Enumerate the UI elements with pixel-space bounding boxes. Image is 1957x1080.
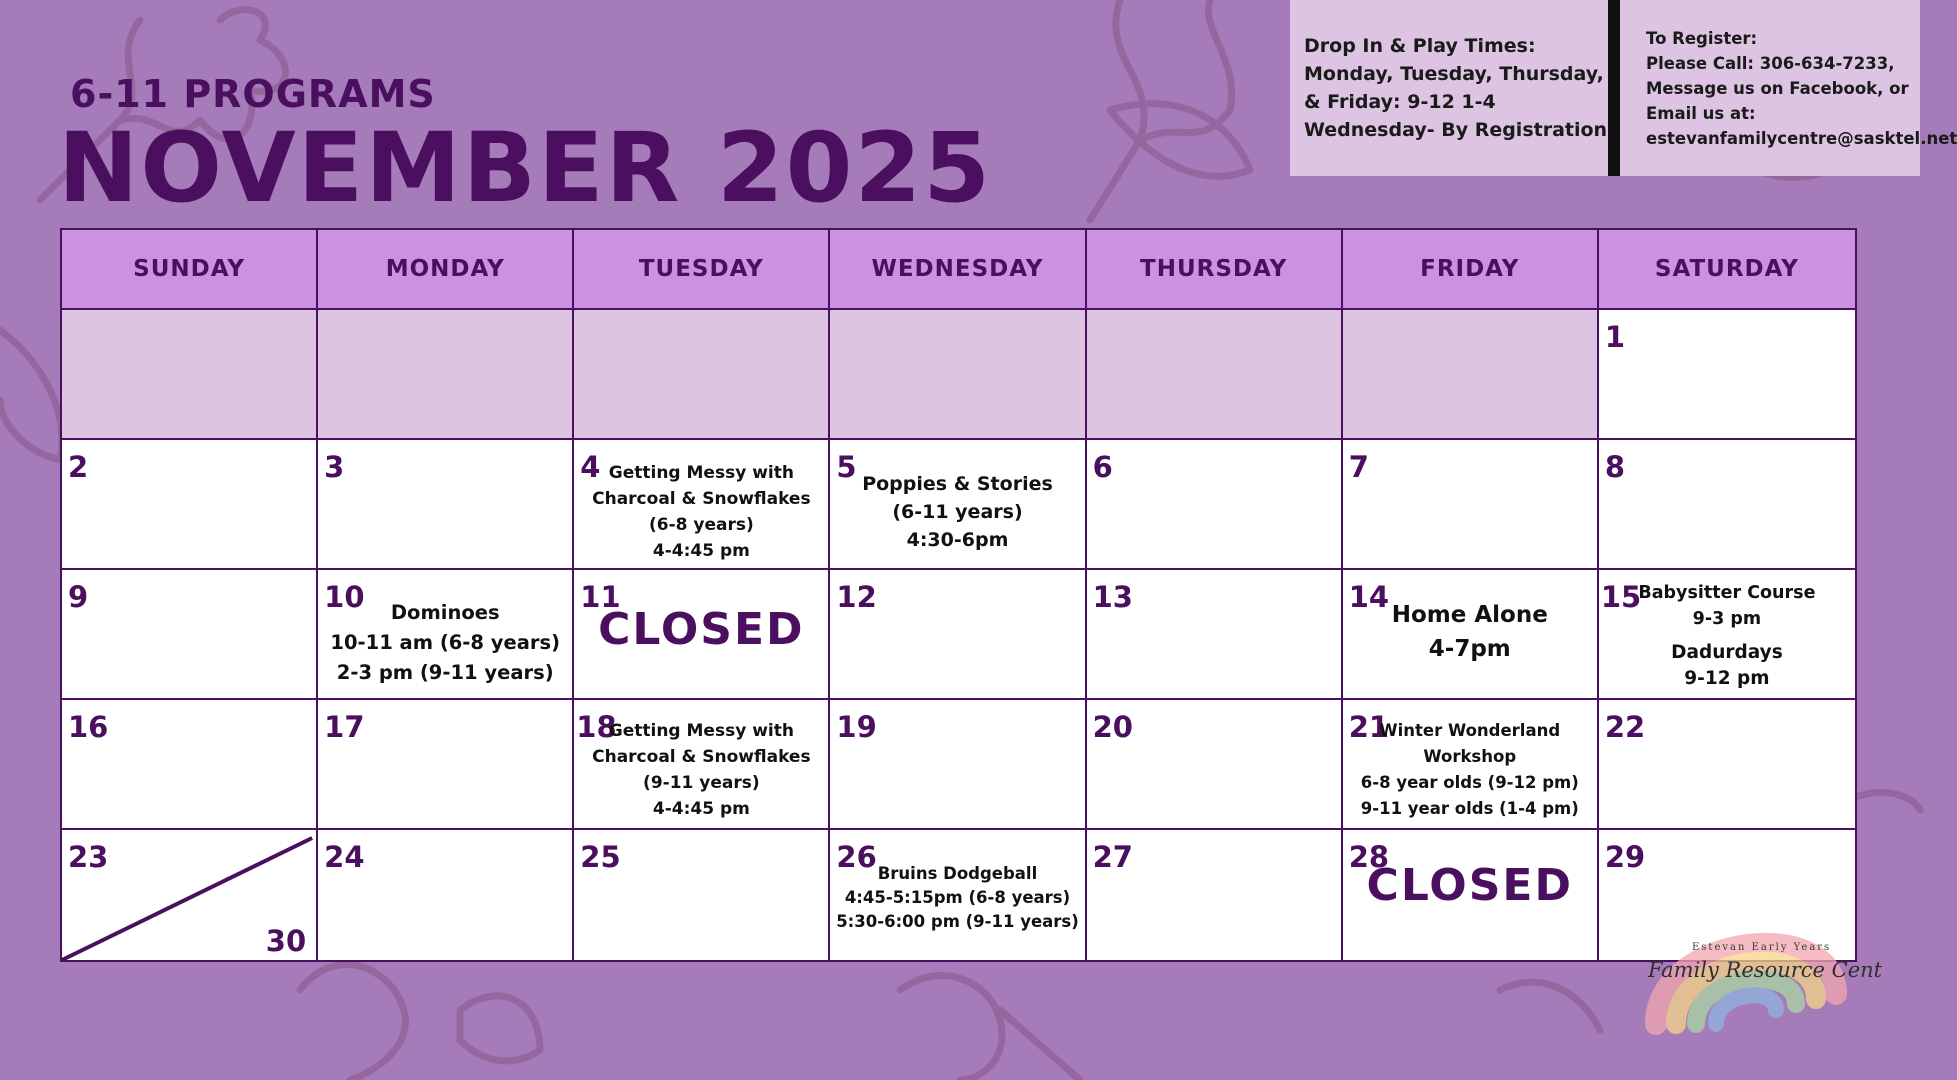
day-number: 30 <box>265 924 307 958</box>
weekday-header-sunday: SUNDAY <box>62 230 318 310</box>
day-number: 5 <box>836 450 857 484</box>
day-number: 1 <box>1604 320 1626 354</box>
event-line: Charcoal & Snowflakes <box>592 747 811 767</box>
day-cell-nov-3 <box>318 440 574 570</box>
day-cell-nov-14 <box>1343 570 1599 700</box>
event-winter-wonderland <box>1343 718 1597 822</box>
event-line: (9-11 years) <box>643 773 760 793</box>
day-number: 29 <box>1604 840 1646 874</box>
day-number: 6 <box>1092 450 1113 484</box>
day-cell-nov-12 <box>830 570 1086 700</box>
register-line: Email us at: <box>1646 104 1756 123</box>
day-cell-nov-9 <box>62 570 318 700</box>
event-line: Poppies & Stories <box>862 473 1053 495</box>
event-line: Winter Wonderland <box>1379 721 1561 740</box>
day-number: 22 <box>1604 710 1646 744</box>
event-getting-messy <box>574 718 828 822</box>
event-line: Workshop <box>1423 747 1517 766</box>
day-cell-nov-15 <box>1599 570 1855 700</box>
weekday-header-monday: MONDAY <box>318 230 574 310</box>
day-cell-nov-10 <box>318 570 574 700</box>
day-cell-nov-8 <box>1599 440 1855 570</box>
day-number: 28 <box>1348 840 1390 874</box>
event-line: 5:30-6:00 pm (9-11 years) <box>836 912 1079 931</box>
event-dominoes <box>318 598 572 688</box>
event-line: Getting Messy with <box>608 463 794 483</box>
event-line: 4-4:45 pm <box>652 541 750 561</box>
empty-day-cell <box>1343 310 1599 440</box>
weekday-header-saturday: SATURDAY <box>1599 230 1855 310</box>
day-cell-nov-28 <box>1343 830 1599 960</box>
day-number: 12 <box>836 580 877 614</box>
day-number: 9 <box>68 580 89 614</box>
day-number: 19 <box>836 710 877 744</box>
day-cell-nov-23-30 <box>62 830 318 960</box>
day-number: 15 <box>1600 580 1642 614</box>
program-subtitle: 6-11 PROGRAMS <box>70 72 436 116</box>
day-number: 27 <box>1092 840 1133 874</box>
day-cell-nov-4 <box>574 440 830 570</box>
day-number: 3 <box>324 450 345 484</box>
logo-text: Family Resource Cent <box>1648 958 1883 982</box>
empty-day-cell <box>62 310 318 440</box>
day-cell-nov-1 <box>1599 310 1855 440</box>
day-cell-nov-27 <box>1087 830 1343 960</box>
weekday-header-wednesday: WEDNESDAY <box>830 230 1086 310</box>
event-line: Babysitter Course <box>1638 583 1816 603</box>
day-cell-nov-21 <box>1343 700 1599 830</box>
day-cell-nov-17 <box>318 700 574 830</box>
day-number: 26 <box>836 840 877 874</box>
day-cell-nov-5 <box>830 440 1086 570</box>
event-line: 4:30-6pm <box>906 529 1009 551</box>
empty-day-cell <box>830 310 1086 440</box>
event-babysitter-dadurdays <box>1599 580 1855 692</box>
event-line: 2-3 pm (9-11 years) <box>336 661 554 684</box>
event-line: (6-8 years) <box>648 515 754 535</box>
event-line: Home Alone <box>1391 602 1548 628</box>
day-number: 10 <box>324 580 365 614</box>
day-number: 23 <box>68 840 109 874</box>
event-line: 9-12 pm <box>1684 668 1770 689</box>
day-cell-nov-20 <box>1087 700 1343 830</box>
weekday-header-thursday: THURSDAY <box>1087 230 1343 310</box>
event-line: 9-3 pm <box>1692 609 1762 629</box>
register-line: Please Call: 306-634-7233, <box>1646 54 1895 73</box>
event-line: Getting Messy with <box>608 721 794 741</box>
day-number: 4 <box>580 450 601 484</box>
drop-in-line: Wednesday- By Registration <box>1304 119 1608 141</box>
registration-box <box>1620 0 1957 176</box>
info-divider <box>1608 0 1620 176</box>
event-line: 4-4:45 pm <box>652 799 750 819</box>
logo-subtext: Estevan Early Years <box>1692 942 1832 953</box>
day-cell-nov-22 <box>1599 700 1855 830</box>
drop-in-line: Monday, Tuesday, Thursday, <box>1304 63 1604 85</box>
closed-label: CLOSED <box>1366 860 1573 911</box>
event-line: Dadurdays <box>1671 642 1783 663</box>
event-line: 4-7pm <box>1428 636 1511 662</box>
day-number: 16 <box>68 710 109 744</box>
day-number: 2 <box>68 450 89 484</box>
day-cell-nov-7 <box>1343 440 1599 570</box>
day-number: 24 <box>324 840 365 874</box>
event-getting-messy <box>574 460 828 564</box>
event-line: (6-11 years) <box>892 501 1023 523</box>
event-line: 6-8 year olds (9-12 pm) <box>1360 773 1579 792</box>
family-resource-centre-logo <box>1636 884 1883 1044</box>
weekday-header-tuesday: TUESDAY <box>574 230 830 310</box>
empty-day-cell <box>1087 310 1343 440</box>
day-cell-nov-19 <box>830 700 1086 830</box>
day-number: 17 <box>324 710 365 744</box>
day-number: 21 <box>1348 710 1390 744</box>
event-line: 4:45-5:15pm (6-8 years) <box>844 888 1071 907</box>
drop-in-times-box <box>1290 0 1608 176</box>
closed-label: CLOSED <box>598 604 805 655</box>
day-number: 13 <box>1092 580 1133 614</box>
day-number: 8 <box>1604 450 1626 484</box>
empty-day-cell <box>574 310 830 440</box>
day-cell-nov-24 <box>318 830 574 960</box>
day-cell-nov-16 <box>62 700 318 830</box>
day-cell-nov-2 <box>62 440 318 570</box>
day-cell-nov-25 <box>574 830 830 960</box>
register-line: To Register: <box>1646 29 1758 48</box>
event-line: 9-11 year olds (1-4 pm) <box>1360 799 1579 818</box>
weekday-header-friday: FRIDAY <box>1343 230 1599 310</box>
calendar-grid <box>60 228 1857 962</box>
day-number: 11 <box>580 580 621 614</box>
empty-day-cell <box>318 310 574 440</box>
event-line: 10-11 am (6-8 years) <box>330 631 560 654</box>
register-line: Message us on Facebook, or <box>1646 79 1909 98</box>
event-line: Charcoal & Snowflakes <box>592 489 811 509</box>
day-number: 14 <box>1348 580 1390 614</box>
day-cell-nov-13 <box>1087 570 1343 700</box>
day-cell-nov-26 <box>830 830 1086 960</box>
event-line: Dominoes <box>390 601 500 624</box>
event-home-alone <box>1343 598 1597 666</box>
day-number: 25 <box>580 840 621 874</box>
day-number: 18 <box>576 710 617 744</box>
event-bruins-dodgeball <box>830 862 1084 934</box>
day-cell-nov-11 <box>574 570 830 700</box>
month-title: NOVEMBER 2025 <box>58 112 993 224</box>
drop-in-line: Drop In & Play Times: <box>1304 35 1536 57</box>
register-email[interactable]: estevanfamilycentre@sasktel.net <box>1646 129 1957 148</box>
day-number: 20 <box>1092 710 1133 744</box>
day-cell-nov-18 <box>574 700 830 830</box>
day-cell-nov-6 <box>1087 440 1343 570</box>
drop-in-line: & Friday: 9-12 1-4 <box>1304 91 1496 113</box>
day-number: 7 <box>1348 450 1369 484</box>
event-line: Bruins Dodgeball <box>877 864 1038 883</box>
event-poppies-stories <box>830 470 1084 554</box>
